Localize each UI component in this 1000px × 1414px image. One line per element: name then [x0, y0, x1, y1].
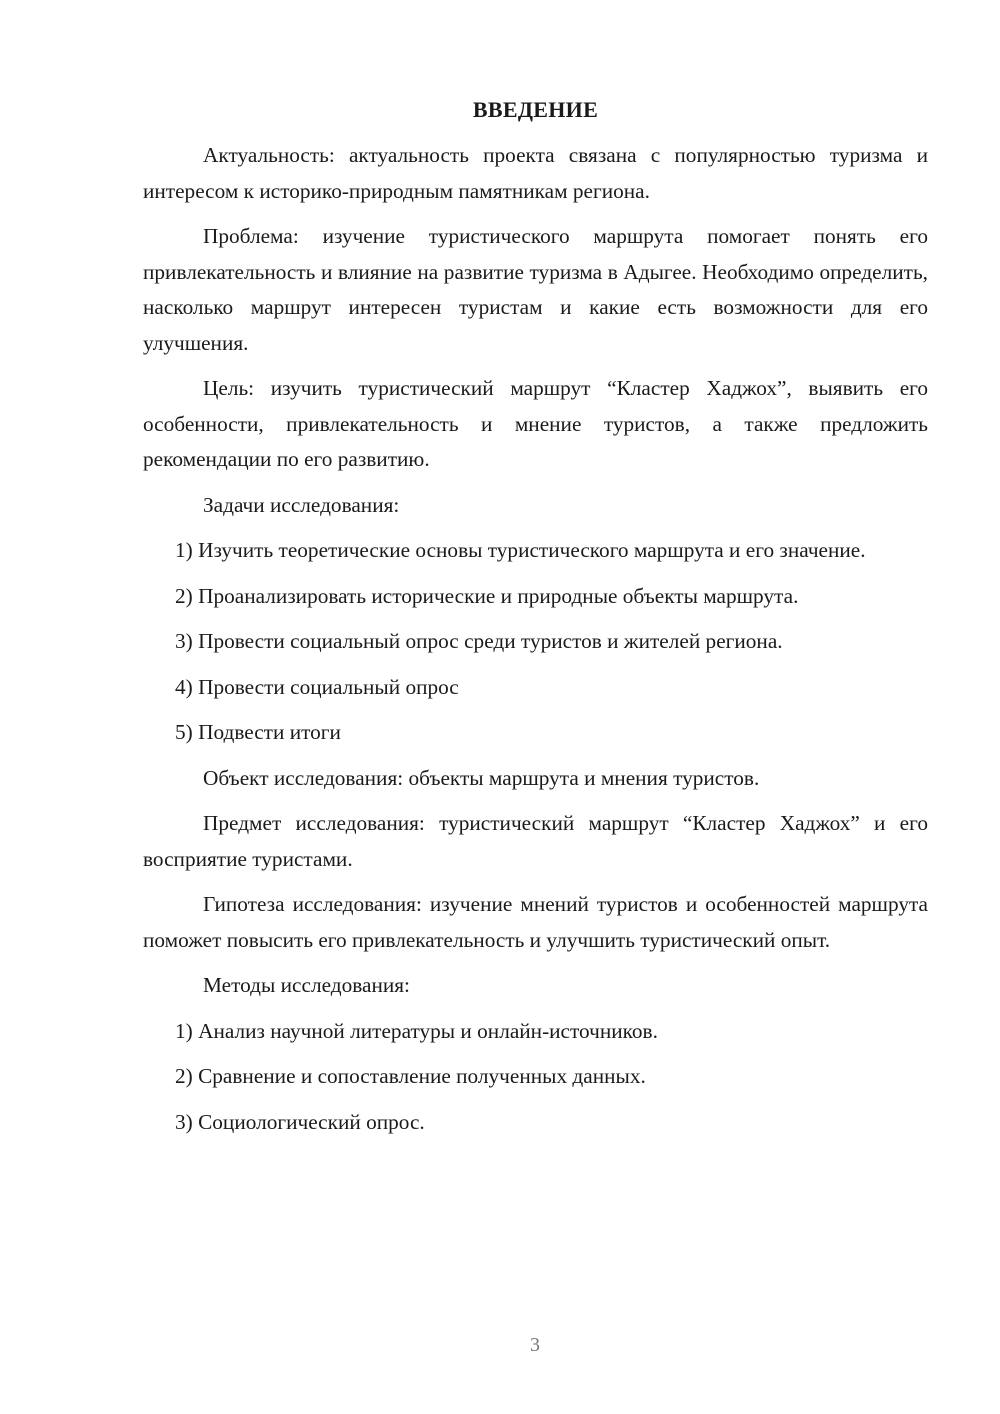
method-item-3: 3) Социологический опрос.: [175, 1109, 425, 1134]
page-number: 3: [530, 1334, 540, 1356]
methods-title: Методы исследования:: [203, 973, 410, 997]
paragraph-object: Объект исследования: объекты маршрута и мнения туристов.: [203, 765, 760, 790]
paragraph-hypothesis: Гипотеза исследования: изучение мнений туристов и особенностей маршрута поможет повысить его привлекательность и улучшить туристический опыт.: [143, 892, 928, 952]
paragraph-goal: Цель: изучить туристический маршрут “Кластер Хаджох”, выявить его особенности, привлекательность и мнение туристов, а также предложить рекомендации по его развитию.: [143, 376, 928, 471]
task-item-1: 1) Изучить теоретические основы туристического маршрута и его значение.: [175, 538, 866, 562]
task-item-5: 5) Подвести итоги: [175, 720, 341, 744]
method-item-1: 1) Анализ научной литературы и онлайн-источников.: [175, 1018, 658, 1043]
method-item-2: 2) Сравнение и сопоставление полученных данных.: [175, 1064, 646, 1088]
paragraph-relevance: Актуальность: актуальность проекта связана с популярностью туризма и интересом к историко-природным памятникам региона.: [143, 143, 928, 203]
task-item-2: 2) Проанализировать исторические и природные объекты маршрута.: [175, 583, 799, 608]
document-page: [143, 92, 928, 1150]
page-heading: ВВЕДЕНИЕ: [472, 97, 599, 122]
task-item-4: 4) Провести социальный опрос: [175, 674, 459, 699]
tasks-title: Задачи исследования:: [203, 492, 400, 517]
task-item-3: 3) Провести социальный опрос среди туристов и жителей региона.: [175, 629, 783, 653]
paragraph-subject: Предмет исследования: туристический маршрут “Кластер Хаджох” и его восприятие туристами.: [143, 811, 928, 871]
paragraph-problem: Проблема: изучение туристического маршрута помогает понять его привлекательность и влияние на развитие туризма в Адыгее. Необходимо определить, насколько маршрут интересен туристам и какие есть возможности для его улучшения.: [143, 224, 928, 355]
